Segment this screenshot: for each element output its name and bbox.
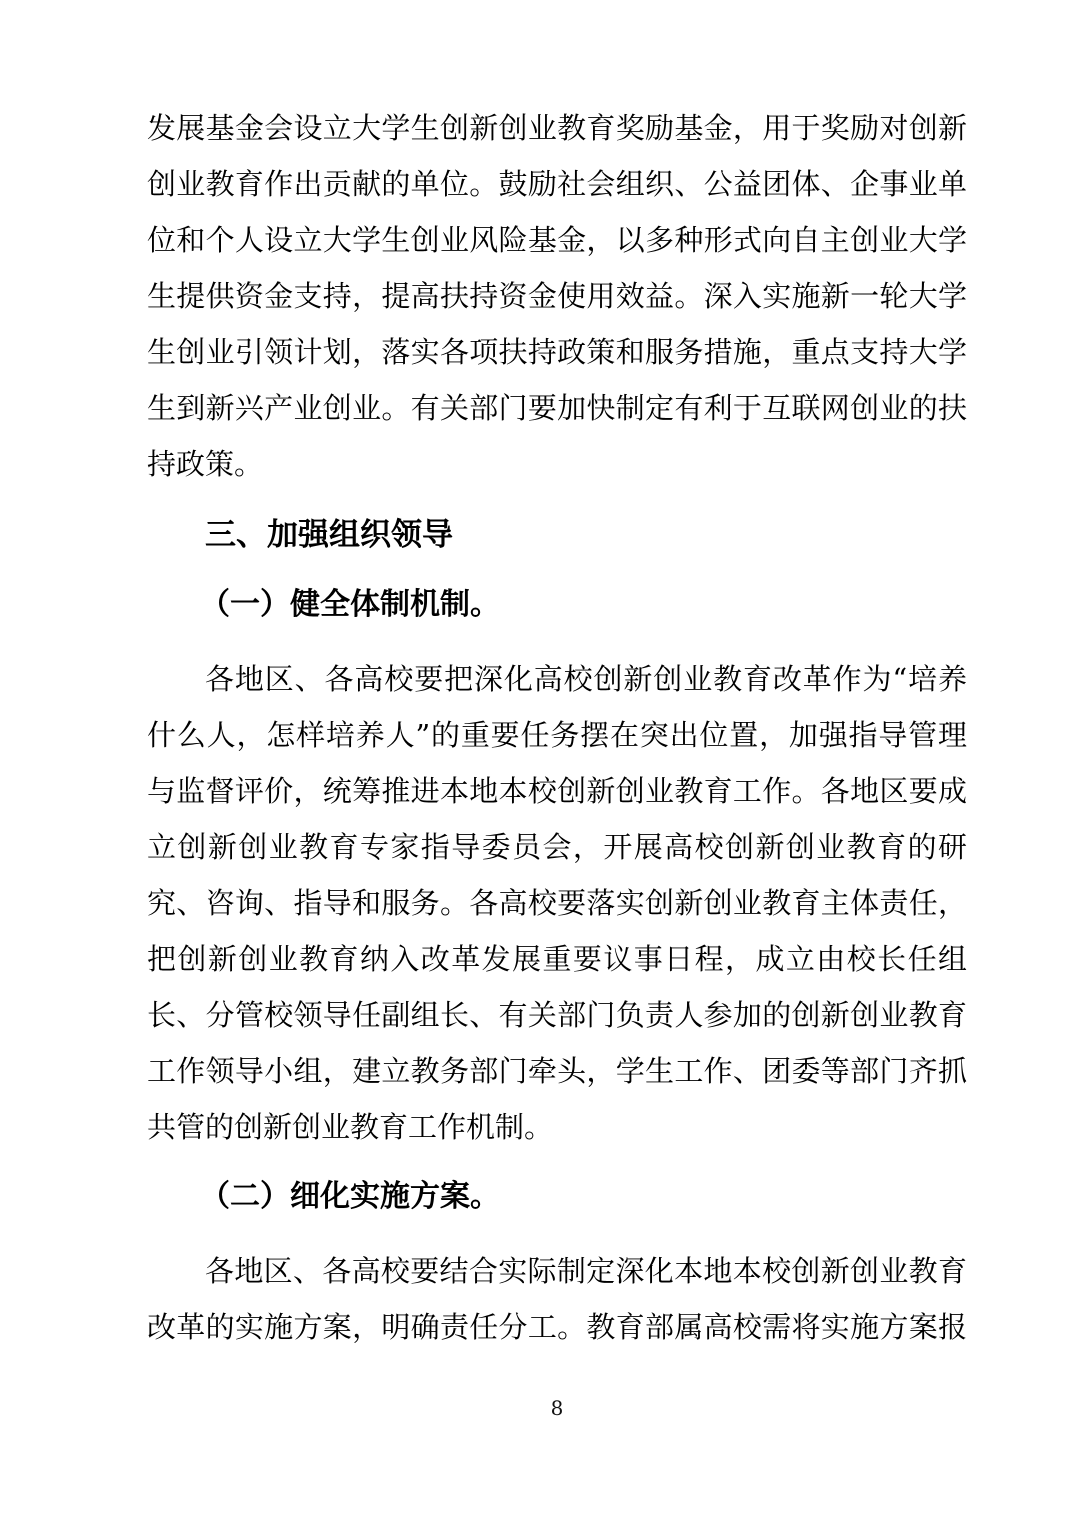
document-line: 发展基金会设立大学生创新创业教育奖励基金，用于奖励对创新	[147, 111, 967, 145]
sub-heading-1: （一）健全体制机制。	[200, 587, 500, 622]
document-line: 什么人，怎样培养人”的重要任务摆在突出位置，加强指导管理	[147, 718, 967, 752]
page-number: 8	[550, 1396, 564, 1420]
document-line: 究、咨询、指导和服务。各高校要落实创新创业教育主体责任，	[147, 886, 967, 920]
document-line: 各地区、各高校要把深化高校创新创业教育改革作为“培养	[205, 662, 967, 696]
document-line: 共管的创新创业教育工作机制。	[147, 1110, 554, 1144]
section-heading: 三、加强组织领导	[205, 517, 453, 553]
paragraph-continuation	[147, 100, 967, 492]
document-line: 各地区、各高校要结合实际制定深化本地本校创新创业教育	[205, 1254, 967, 1288]
document-line: 立创新创业教育专家指导委员会，开展高校创新创业教育的研	[147, 830, 967, 864]
paragraph-2	[147, 1243, 967, 1355]
document-line: 位和个人设立大学生创业风险基金，以多种形式向自主创业大学	[147, 223, 967, 257]
document-line: 与监督评价，统筹推进本地本校创新创业教育工作。各地区要成	[147, 774, 967, 808]
document-line: 把创新创业教育纳入改革发展重要议事日程，成立由校长任组	[147, 942, 967, 976]
document-line: 生提供资金支持，提高扶持资金使用效益。深入实施新一轮大学	[147, 279, 967, 313]
paragraph-1	[147, 651, 967, 1155]
document-content	[147, 100, 967, 1355]
document-line: 工作领导小组，建立教务部门牵头，学生工作、团委等部门齐抓	[147, 1054, 967, 1088]
sub-heading-2: （二）细化实施方案。	[200, 1179, 500, 1214]
document-line: 持政策。	[147, 447, 264, 481]
document-line: 长、分管校领导任副组长、有关部门负责人参加的创新创业教育	[147, 998, 967, 1032]
document-line: 生创业引领计划，落实各项扶持政策和服务措施，重点支持大学	[147, 335, 967, 369]
document-line: 创业教育作出贡献的单位。鼓励社会组织、公益团体、企事业单	[147, 167, 967, 201]
document-line: 改革的实施方案，明确责任分工。教育部属高校需将实施方案报	[147, 1310, 967, 1344]
document-line: 生到新兴产业创业。有关部门要加快制定有利于互联网创业的扶	[147, 391, 967, 425]
